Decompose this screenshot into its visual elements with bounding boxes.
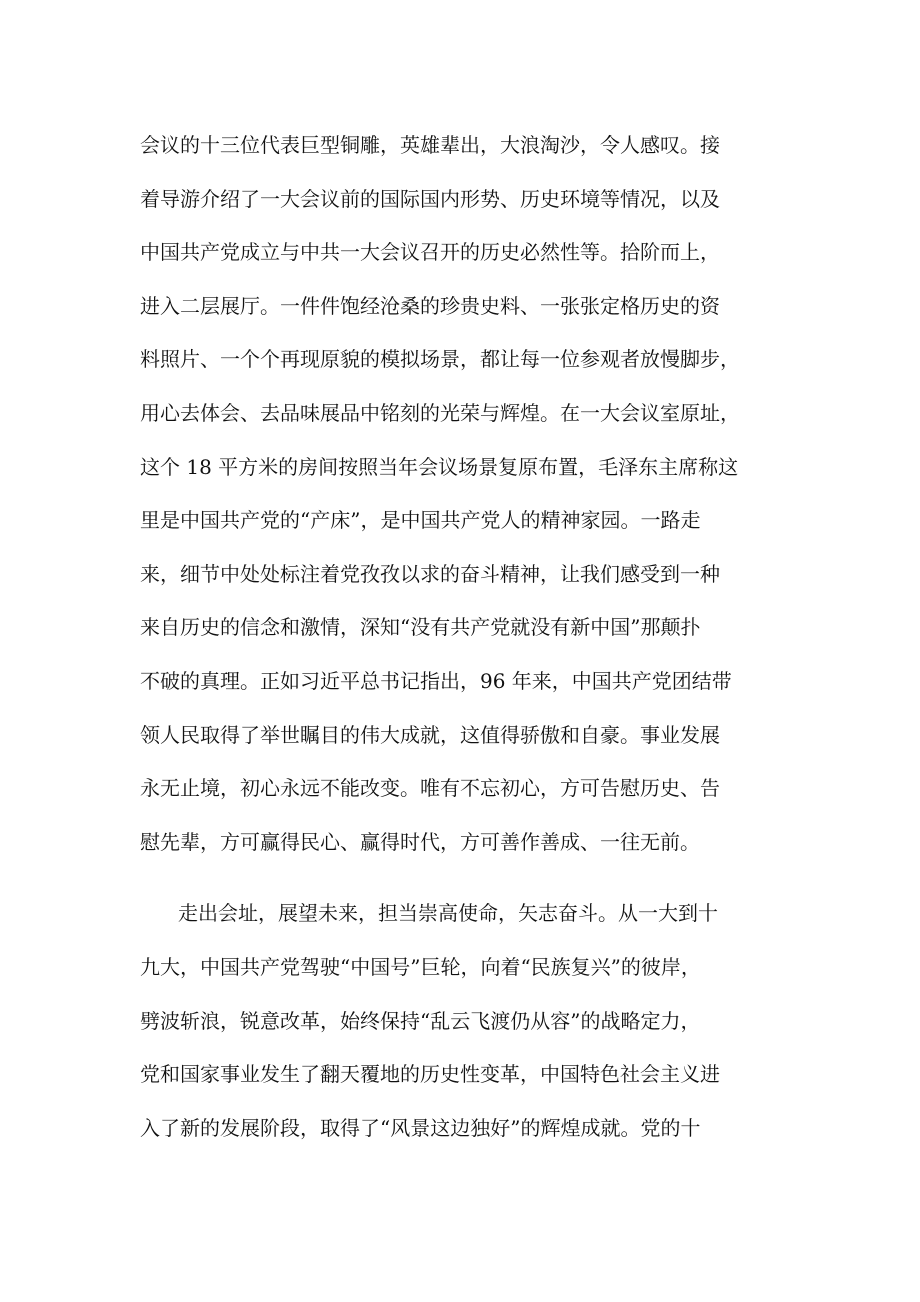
paragraph-1 xyxy=(140,119,800,869)
text-line: 用心去体会、去品味展品中铭刻的光荣与辉煌。在一大会议室原址， xyxy=(140,400,740,425)
text-line: 慰先辈，方可赢得民心、赢得时代，方可善作善成、一往无前。 xyxy=(140,829,700,854)
text-line: 这个 18 平方米的房间按照当年会议场景复原布置，毛泽东主席称这 xyxy=(140,454,739,479)
text-line: 中国共产党成立与中共一大会议召开的历史必然性等。拾阶而上， xyxy=(140,240,720,265)
text-line: 九大，中国共产党驾驶“中国号”巨轮，向着“民族复兴”的彼岸， xyxy=(140,954,701,979)
text-line: 着导游介绍了一大会议前的国际国内形势、历史环境等情况，以及 xyxy=(140,186,720,211)
text-line: 进入二层展厅。一件件饱经沧桑的珍贵史料、一张张定格历史的资 xyxy=(140,293,720,318)
text-line: 永无止境，初心永远不能改变。唯有不忘初心，方可告慰历史、告 xyxy=(140,776,720,801)
body-text xyxy=(140,119,800,1155)
paragraph-2 xyxy=(140,887,800,1155)
text-line: 来自历史的信念和激情，深知“没有共产党就没有新中国”那颠扑 xyxy=(140,615,701,640)
text-line: 入了新的发展阶段，取得了“风景这边独好”的辉煌成就。党的十 xyxy=(140,1115,701,1140)
text-line: 不破的真理。正如习近平总书记指出，96 年来，中国共产党团结带 xyxy=(140,668,732,693)
text-line: 会议的十三位代表巨型铜雕，英雄辈出，大浪淘沙，令人感叹。接 xyxy=(140,133,720,157)
text-line: 料照片、一个个再现原貌的模拟场景，都让每一位参观者放慢脚步， xyxy=(140,347,740,372)
text-line: 里是中国共产党的“产床”，是中国共产党人的精神家园。一路走 xyxy=(140,508,701,533)
text-line: 劈波斩浪，锐意改革，始终保持“乱云飞渡仍从容”的战略定力， xyxy=(140,1008,701,1033)
paragraph-spacing xyxy=(140,869,800,887)
text-line: 走出会址，展望未来，担当崇高使命，矢志奋斗。从一大到十 xyxy=(178,901,718,926)
text-line: 党和国家事业发生了翻天覆地的历史性变革，中国特色社会主义进 xyxy=(140,1062,720,1087)
text-line: 来，细节中处处标注着党孜孜以求的奋斗精神，让我们感受到一种 xyxy=(140,561,720,586)
text-line: 领人民取得了举世瞩目的伟大成就，这值得骄傲和自豪。事业发展 xyxy=(140,722,720,747)
